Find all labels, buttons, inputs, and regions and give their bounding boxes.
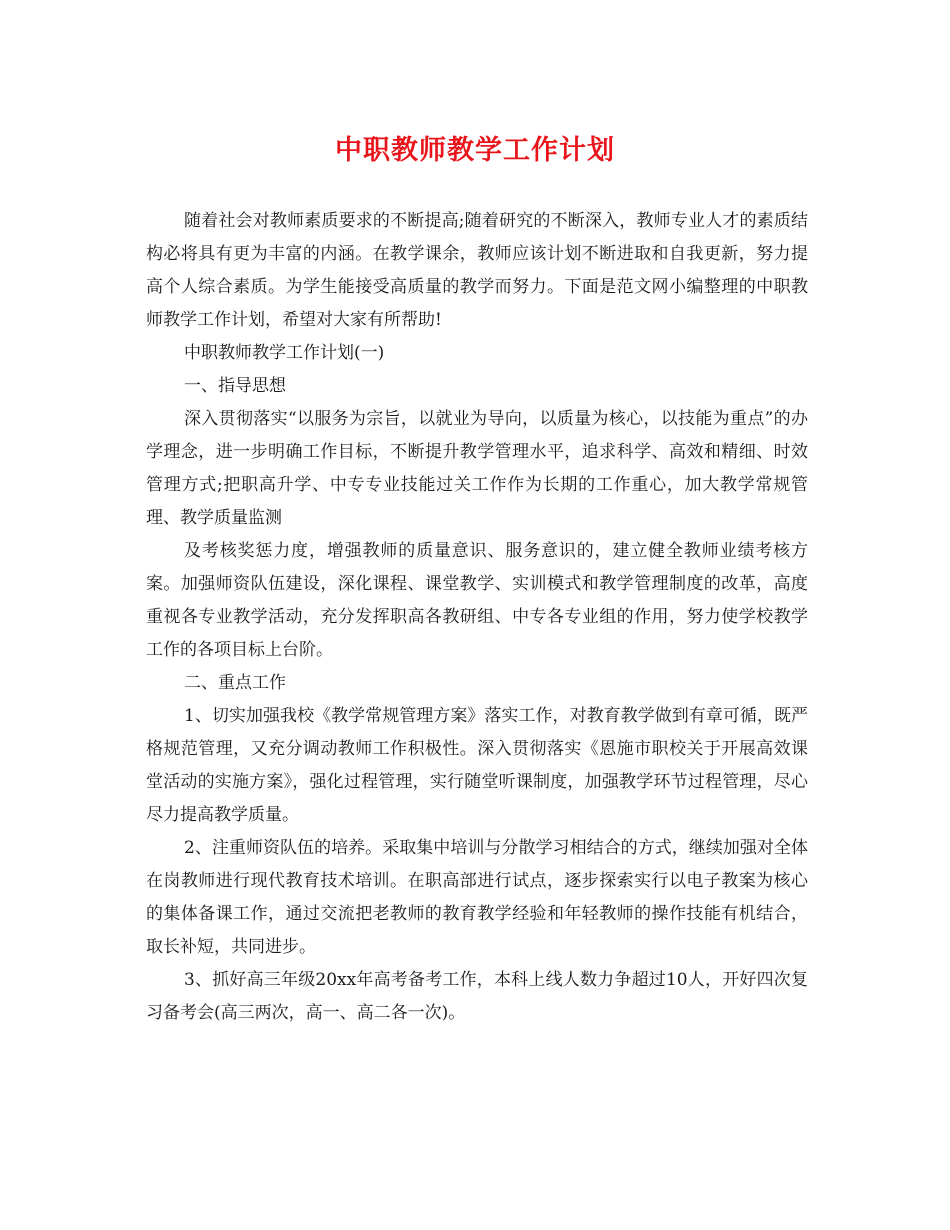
document-body: [146, 205, 808, 1030]
key-work-item-1: 1、切实加强我校《教学常规管理方案》落实工作，对教育教学做到有章可循，既严格规范管理，又充分调动教师工作积极性。深入贯彻落实《恩施市职校关于开展高效课堂活动的实施方案》，强化过程管理，实行随堂听课制度，加强教学环节过程管理，尽心尽力提高教学质量。: [146, 706, 808, 825]
document-title: 中职教师教学工作计划: [335, 135, 615, 166]
section-heading-key-work: 二、重点工作: [184, 673, 286, 693]
section-heading-guiding-ideology: 一、指导思想: [184, 376, 286, 396]
key-work-item-3: 3、抓好高三年级20xx年高考备考工作，本科上线人数力争超过10人，开好四次复习备考会(高三两次，高一、高二各一次)。: [146, 970, 808, 1023]
guiding-ideology-paragraph: 深入贯彻落实“以服务为宗旨，以就业为导向，以质量为核心，以技能为重点”的办学理念，进一步明确工作目标，不断提升教学管理水平，追求科学、高效和精细、时效管理方式;把职高升学、中专专业技能过关工作作为长期的工作重心，加大教学常规管理、教学质量监测: [146, 409, 808, 528]
intro-paragraph: 随着社会对教师素质要求的不断提高;随着研究的不断深入，教师专业人才的素质结构必将具有更为丰富的内涵。在教学课余，教师应该计划不断进取和自我更新，努力提高个人综合素质。为学生能接受高质量的教学而努力。下面是范文网小编整理的中职教师教学工作计划，希望对大家有所帮助!: [146, 211, 808, 330]
key-work-item-2: 2、注重师资队伍的培养。采取集中培训与分散学习相结合的方式，继续加强对全体在岗教师进行现代教育技术培训。在职高部进行试点，逐步探索实行以电子教案为核心的集体备课工作，通过交流把老教师的教育教学经验和年轻教师的操作技能有机结合，取长补短，共同进步。: [146, 838, 808, 957]
section-heading-plan-one: 中职教师教学工作计划(一): [184, 343, 385, 363]
assessment-paragraph: 及考核奖惩力度，增强教师的质量意识、服务意识的，建立健全教师业绩考核方案。加强师资队伍建设，深化课程、课堂教学、实训模式和教学管理制度的改革，高度重视各专业教学活动，充分发挥职高各教研组、中专各专业组的作用，努力使学校教学工作的各项目标上台阶。: [146, 541, 808, 660]
